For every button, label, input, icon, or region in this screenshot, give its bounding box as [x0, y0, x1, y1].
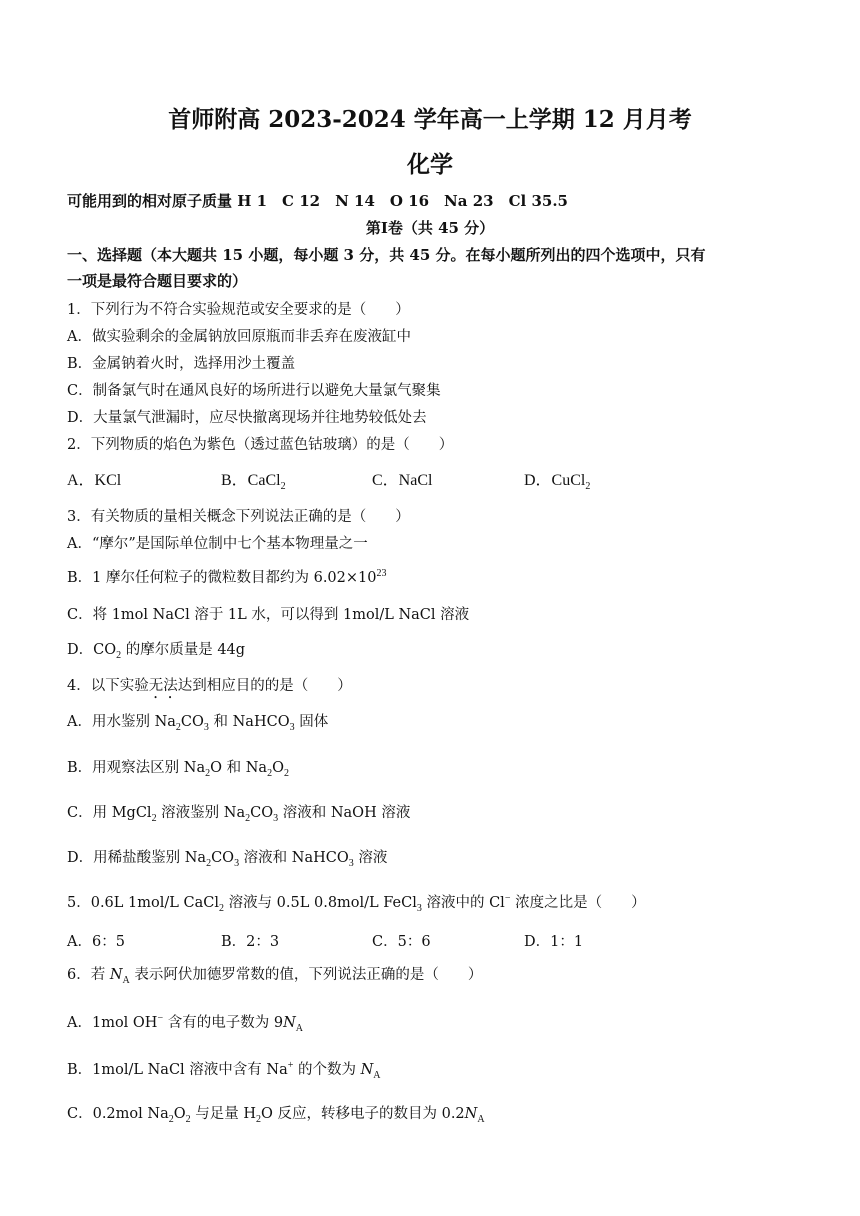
q2-option-b: B．CaCl$_2$: [221, 472, 286, 493]
q4-stem: 4．以下实验无法达到相应目的的是（ ）: [67, 678, 352, 694]
q4-option-c: C．用 MgCl$_2$ 溶液鉴别 $Na_2CO_3$ 溶液和 NaOH 溶液: [67, 805, 411, 824]
q3-option-c: C．将 1mol NaCl 溶于 1L 水，可以得到 1mol/L NaCl 溶液: [67, 607, 470, 623]
q3-option-a: A．“摩尔”是国际单位制中七个基本物理量之一: [67, 536, 368, 552]
q4-option-b: B．用观察法区别 $Na_2O$ 和 $Na_2O_2$: [67, 760, 289, 779]
q5-stem: 5．0.6L 1mol/L CaCl$_2$ 溶液与 0.5L 0.8mol/L FeCl$_3$ 溶液中的 Cl− 浓度之比是（ ）: [67, 893, 646, 914]
q6-option-a: A．1mol OH− 含有的电子数为 $9N_A$: [67, 1013, 303, 1034]
q1-option-c: C．制备氯气时在通风良好的场所进行以避免大量氯气聚集: [67, 383, 441, 399]
q5-option-a: A．6：5: [67, 934, 125, 950]
atomic-masses: 可能用到的相对原子质量 H 1 C 12 N 14 O 16 Na 23 Cl 35.5: [67, 192, 568, 210]
q4-option-a: A．用水鉴别 $Na_2CO_3$ 和 NaHCO$_3$ 固体: [67, 714, 329, 733]
q5-option-c: C．5：6: [372, 934, 431, 950]
q1-option-b: B．金属钠着火时，选择用沙土覆盖: [67, 356, 296, 372]
section-instructions-2: 一项是最符合题目要求的）: [67, 272, 248, 290]
exam-title: 首师附高 2023-2024 学年高一上学期 12 月月考: [168, 106, 692, 133]
section-instructions-1: 一、选择题（本大题共 15 小题，每小题 3 分，共 45 分。在每小题所列出的四个选项中，只有: [67, 246, 706, 264]
q1-option-a: A．做实验剩余的金属钠放回原瓶而非丢弃在废液缸中: [67, 329, 411, 345]
q1-option-d: D．大量氯气泄漏时，应尽快撤离现场并往地势较低处去: [67, 410, 427, 426]
q2-option-d: D．CuCl$_2$: [524, 472, 591, 493]
q5-option-b: B．2：3: [221, 934, 280, 950]
q6-stem: 6．若 $N_A$ 表示阿伏加德罗常数的值，下列说法正确的是（ ）: [67, 967, 483, 986]
q1-stem: 1．下列行为不符合实验规范或安全要求的是（ ）: [67, 302, 410, 318]
q2-stem: 2．下列物质的焰色为紫色（透过蓝色钴玻璃）的是（ ）: [67, 437, 454, 453]
q3-stem: 3．有关物质的量相关概念下列说法正确的是（ ）: [67, 509, 410, 525]
q4-option-d: D．用稀盐酸鉴别 $Na_2CO_3$ 溶液和 NaHCO$_3$ 溶液: [67, 850, 388, 869]
q6-option-c: C．0.2mol $Na_2O_2$ 与足量 $H_2O$ 反应，转移电子的数目为 $0.2N_A$: [67, 1106, 485, 1125]
q3-option-d: D．$CO_2$ 的摩尔质量是 44g: [67, 642, 246, 661]
q5-option-d: D．1：1: [524, 934, 584, 950]
q6-option-b: B．1mol/L NaCl 溶液中含有 Na+ 的个数为 $N_A$: [67, 1060, 381, 1081]
subject-title: 化学: [407, 151, 453, 178]
part-heading: 第Ⅰ卷（共 45 分）: [365, 219, 495, 237]
q2-option-c: C．NaCl: [372, 472, 433, 489]
q3-option-b: B．1 摩尔任何粒子的微粒数目都约为 $6.02\times 10^{23}$: [67, 568, 387, 586]
q2-option-a: A．KCl: [67, 472, 122, 489]
